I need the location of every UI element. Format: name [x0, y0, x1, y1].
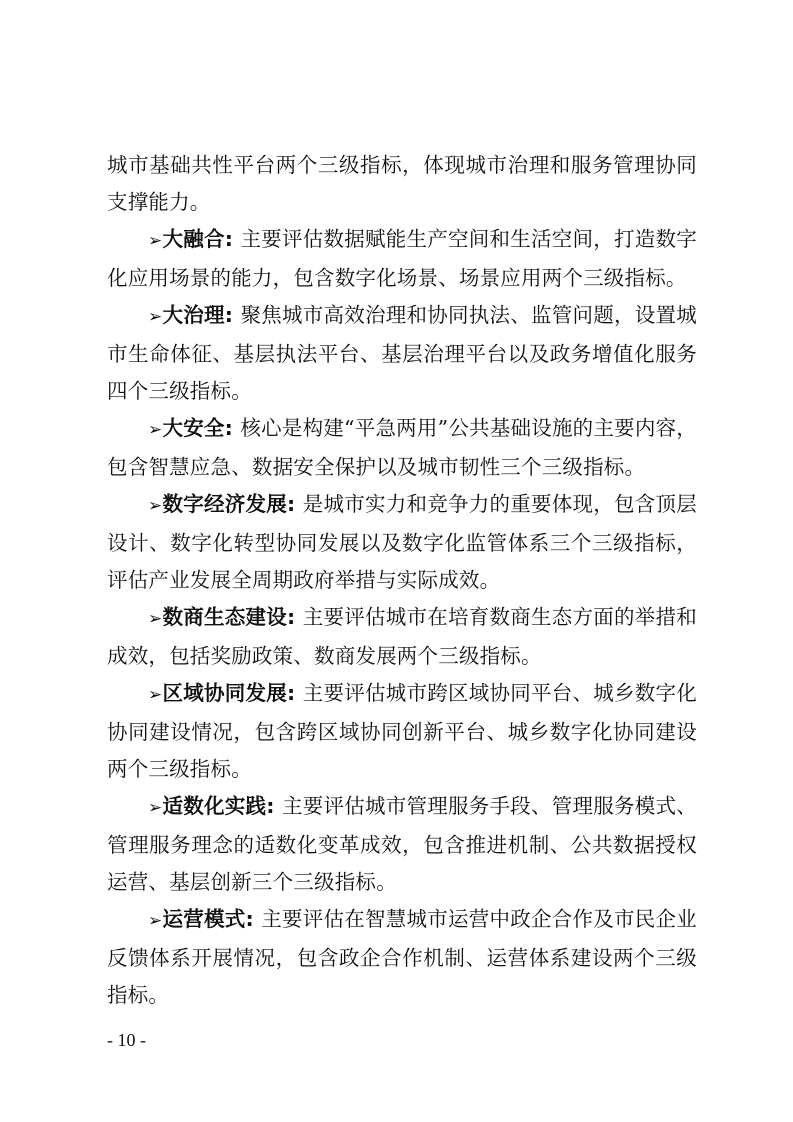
arrow-bullet-icon: ➢ [148, 798, 163, 818]
item-body: 主要评估数据赋能生产空间和生活空间，打造数字化应用场景的能力，包含数字化场景、场景应用两个三级指标。 [107, 227, 697, 290]
item-paragraph [107, 788, 697, 901]
item-body: 是城市实力和竞争力的重要体现，包含顶层设计、数字化转型协同发展以及数字化监管体系三个三级指标，评估产业发展全周期政府举措与实际成效。 [107, 492, 697, 592]
item-term: 大安全 [162, 416, 225, 440]
item-body: 核心是构建“平急两用”公共基础设施的主要内容，包含智慧应急、数据安全保护以及城市韧性三个三级指标。 [107, 416, 697, 479]
arrow-bullet-icon: ➢ [148, 609, 163, 629]
arrow-bullet-icon: ➢ [148, 420, 163, 440]
item-separator: : [245, 907, 262, 931]
item-separator: : [224, 227, 241, 251]
item-paragraph [107, 221, 697, 297]
item-body: 主要评估在智慧城市运营中政企合作及市民企业反馈体系开展情况，包含政企合作机制、运营体系建设两个三级指标。 [107, 907, 697, 1007]
item-paragraph [107, 901, 697, 1014]
arrow-bullet-icon: ➢ [148, 307, 163, 327]
item-term: 大融合 [162, 227, 225, 251]
item-paragraph [107, 410, 697, 486]
item-paragraph [107, 675, 697, 788]
item-paragraph [107, 486, 697, 599]
item-separator: : [224, 303, 241, 327]
arrow-bullet-icon: ➢ [148, 231, 163, 251]
item-separator: : [224, 416, 241, 440]
item-paragraph [107, 297, 697, 410]
item-paragraph [107, 599, 697, 675]
item-separator: : [287, 605, 303, 629]
item-term: 大治理 [162, 303, 225, 327]
item-body: 聚焦城市高效治理和协同执法、监管问题，设置城市生命体征、基层执法平台、基层治理平台以及政务增值化服务四个三级指标。 [107, 303, 697, 403]
item-term: 运营模式 [162, 907, 246, 931]
item-separator: : [266, 794, 283, 818]
item-separator: : [287, 681, 303, 705]
item-term: 数字经济发展 [162, 492, 287, 516]
intro-paragraph: 城市基础共性平台两个三级指标，体现城市治理和服务管理协同支撑能力。 [107, 153, 697, 214]
item-body: 主要评估城市在培育数商生态方面的举措和成效，包括奖励政策、数商发展两个三级指标。 [107, 605, 697, 668]
item-term: 数商生态建设 [162, 605, 287, 629]
arrow-bullet-icon: ➢ [148, 911, 163, 931]
item-term: 适数化实践 [162, 794, 267, 818]
document-body [107, 147, 697, 1014]
item-term: 区域协同发展 [162, 681, 287, 705]
page-number: - 10 - [107, 1030, 146, 1050]
item-body: 主要评估城市管理服务手段、管理服务模式、管理服务理念的适数化变革成效，包含推进机制、公共数据授权运营、基层创新三个三级指标。 [107, 794, 698, 894]
arrow-bullet-icon: ➢ [148, 685, 163, 705]
item-body: 主要评估城市跨区域协同平台、城乡数字化协同建设情况，包含跨区域协同创新平台、城乡数字化协同建设两个三级指标。 [107, 681, 697, 781]
arrow-bullet-icon: ➢ [148, 496, 163, 516]
item-separator: : [287, 492, 303, 516]
